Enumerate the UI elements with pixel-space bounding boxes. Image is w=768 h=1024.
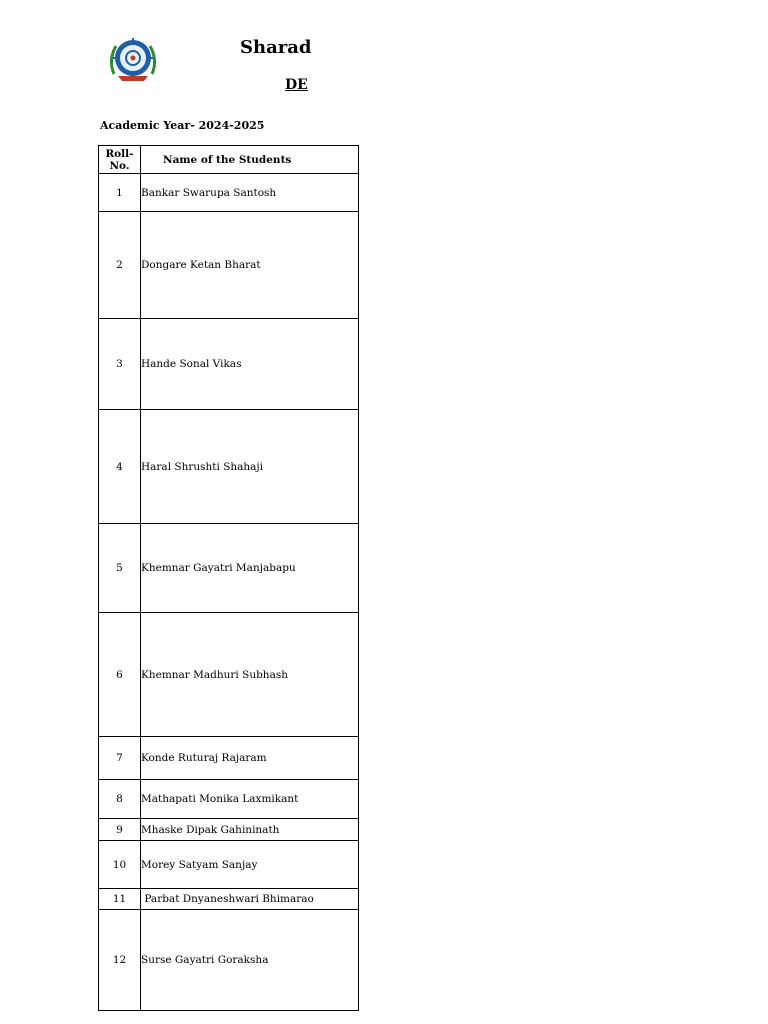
student-roll-table bbox=[98, 145, 359, 1011]
student-name: Parbat Dnyaneshwari Bhimarao bbox=[141, 889, 359, 910]
table-row bbox=[99, 174, 359, 212]
academic-year-label: Academic Year- 2024-2025 bbox=[100, 119, 265, 132]
roll-number: 12 bbox=[99, 910, 141, 1011]
student-name: Morey Satyam Sanjay bbox=[141, 841, 359, 889]
student-name: Haral Shrushti Shahaji bbox=[141, 410, 359, 524]
roll-number: 6 bbox=[99, 613, 141, 737]
table-row bbox=[99, 319, 359, 410]
roll-number: 8 bbox=[99, 780, 141, 819]
institute-title: Sharad bbox=[240, 37, 312, 58]
table-row bbox=[99, 212, 359, 319]
student-name: Mhaske Dipak Gahininath bbox=[141, 819, 359, 841]
column-header-student-name: Name of the Students bbox=[141, 146, 359, 174]
roll-number: 10 bbox=[99, 841, 141, 889]
student-name: Dongare Ketan Bharat bbox=[141, 212, 359, 319]
roll-number: 3 bbox=[99, 319, 141, 410]
column-header-roll-no: Roll- No. bbox=[99, 146, 141, 174]
table-row bbox=[99, 613, 359, 737]
college-emblem-icon bbox=[104, 34, 162, 84]
roll-number: 5 bbox=[99, 524, 141, 613]
table-row bbox=[99, 410, 359, 524]
table-row bbox=[99, 780, 359, 819]
table-row bbox=[99, 737, 359, 780]
table-row bbox=[99, 910, 359, 1011]
roll-number: 7 bbox=[99, 737, 141, 780]
roll-number: 11 bbox=[99, 889, 141, 910]
roll-number: 4 bbox=[99, 410, 141, 524]
student-name: Khemnar Madhuri Subhash bbox=[141, 613, 359, 737]
student-name: Surse Gayatri Goraksha bbox=[141, 910, 359, 1011]
table-row bbox=[99, 841, 359, 889]
student-name: Mathapati Monika Laxmikant bbox=[141, 780, 359, 819]
student-name: Hande Sonal Vikas bbox=[141, 319, 359, 410]
department-heading: DE bbox=[285, 77, 308, 93]
table-row bbox=[99, 819, 359, 841]
table-row bbox=[99, 524, 359, 613]
student-name: Konde Ruturaj Rajaram bbox=[141, 737, 359, 780]
student-table-viewport bbox=[98, 145, 314, 1012]
roll-number: 9 bbox=[99, 819, 141, 841]
roll-number: 1 bbox=[99, 174, 141, 212]
student-name: Bankar Swarupa Santosh bbox=[141, 174, 359, 212]
student-name: Khemnar Gayatri Manjabapu bbox=[141, 524, 359, 613]
table-row bbox=[99, 889, 359, 910]
roll-number: 2 bbox=[99, 212, 141, 319]
